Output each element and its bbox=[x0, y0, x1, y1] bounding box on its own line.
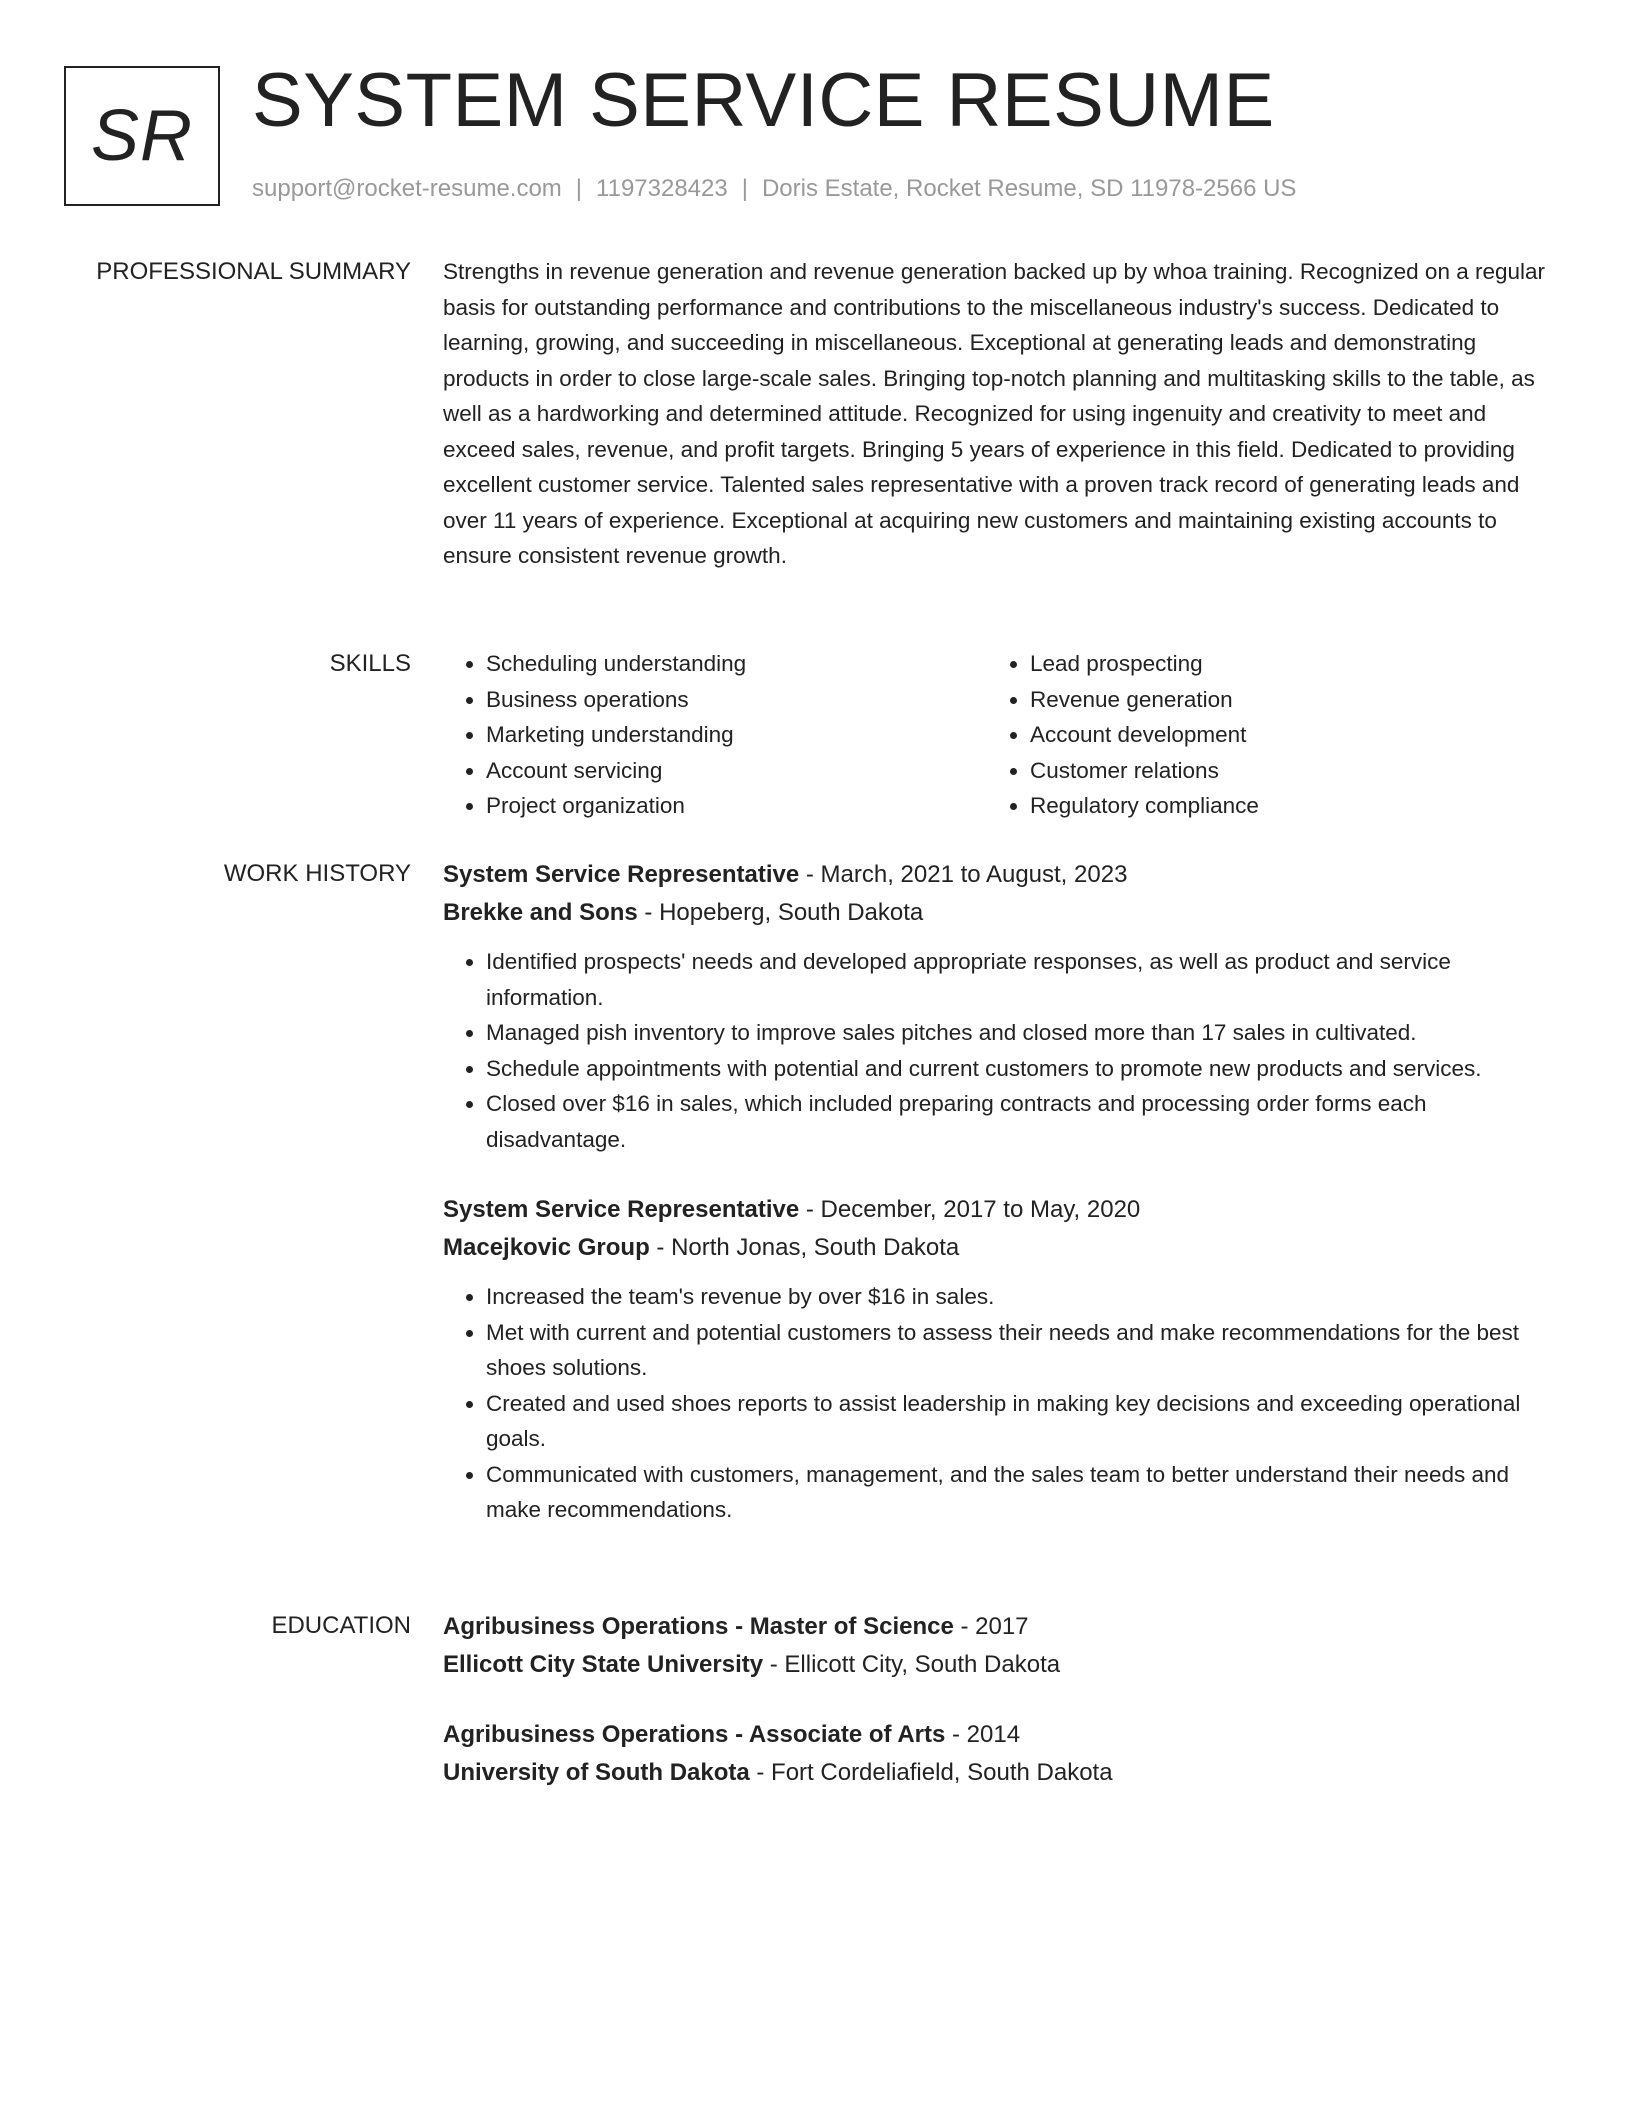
work-history-heading: WORK HISTORY bbox=[223, 860, 411, 887]
job-bullet: • Increased the team's revenue by over $16 in sales. bbox=[486, 1279, 1555, 1315]
job-bullet: • Schedule appointments with potential and current customers to promote new products and services. bbox=[486, 1051, 1555, 1087]
monogram-initials: SR bbox=[90, 96, 194, 176]
job-title-line bbox=[443, 1191, 1555, 1229]
job-entry bbox=[443, 1191, 1555, 1528]
job-location: - North Jonas, South Dakota bbox=[649, 1234, 960, 1261]
summary-body bbox=[443, 254, 1555, 574]
skills-list-right bbox=[987, 646, 1531, 824]
summary-heading: PROFESSIONAL SUMMARY bbox=[96, 258, 411, 285]
school-line bbox=[443, 1646, 1555, 1684]
job-title: System Service Representative bbox=[443, 861, 800, 888]
contact-address: Doris Estate, Rocket Resume, SD 11978-2566 US bbox=[761, 175, 1297, 202]
skill-item: • Revenue generation bbox=[1030, 682, 1531, 718]
job-company: Macejkovic Group bbox=[443, 1234, 650, 1261]
job-bullet: • Met with current and potential customers to assess their needs and make recommendations for the best shoes solutions. bbox=[486, 1315, 1555, 1386]
contact-phone: 1197328423 bbox=[596, 175, 728, 202]
skills-list-left bbox=[443, 646, 987, 824]
job-bullet-list bbox=[443, 944, 1555, 1157]
education-body bbox=[443, 1608, 1555, 1824]
skill-item: • Business operations bbox=[486, 682, 987, 718]
job-title: System Service Representative bbox=[443, 1196, 800, 1223]
resume-title: SYSTEM SERVICE RESUME bbox=[252, 58, 1275, 143]
skill-item: • Customer relations bbox=[1030, 753, 1531, 789]
skill-item: • Regulatory compliance bbox=[1030, 788, 1531, 824]
job-company-line bbox=[443, 1229, 1555, 1267]
school-name: Ellicott City State University bbox=[443, 1651, 764, 1678]
degree-name: Agribusiness Operations - Associate of Arts bbox=[443, 1721, 946, 1748]
degree-name: Agribusiness Operations - Master of Science bbox=[443, 1613, 954, 1640]
job-bullet: • Created and used shoes reports to assist leadership in making key decisions and exceeding operational goals. bbox=[486, 1386, 1555, 1457]
contact-separator: | bbox=[575, 175, 583, 202]
contact-separator: | bbox=[741, 175, 748, 202]
degree-line bbox=[443, 1608, 1555, 1646]
skills-heading: SKILLS bbox=[329, 650, 411, 677]
skill-item: • Account development bbox=[1030, 717, 1531, 753]
education-entry bbox=[443, 1608, 1555, 1684]
degree-year: - 2014 bbox=[945, 1721, 1021, 1748]
education-heading: EDUCATION bbox=[271, 1612, 411, 1639]
skill-item: • Project organization bbox=[486, 788, 987, 824]
skill-item: • Lead prospecting bbox=[1030, 646, 1531, 682]
school-name: University of South Dakota bbox=[443, 1759, 750, 1786]
skill-item: • Scheduling understanding bbox=[486, 646, 987, 682]
job-bullet-list bbox=[443, 1279, 1555, 1528]
degree-line bbox=[443, 1716, 1555, 1754]
job-dates: - December, 2017 to May, 2020 bbox=[799, 1196, 1141, 1223]
work-history-body bbox=[443, 856, 1555, 1562]
degree-year: - 2017 bbox=[953, 1613, 1029, 1640]
skill-item: • Marketing understanding bbox=[486, 717, 987, 753]
monogram-logo bbox=[64, 66, 220, 206]
job-location: - Hopeberg, South Dakota bbox=[637, 899, 924, 926]
job-bullet: • Identified prospects' needs and developed appropriate responses, as well as product and service information. bbox=[486, 944, 1555, 1015]
school-line bbox=[443, 1754, 1555, 1792]
school-location: - Fort Cordeliafield, South Dakota bbox=[749, 1759, 1113, 1786]
skill-item: • Account servicing bbox=[486, 753, 987, 789]
summary-text: Strengths in revenue generation and revenue generation backed up by whoa training. Recognized on a regular basis for outstanding performance and contributions to the miscellaneous industry's success. Dedicated to learning, growing, and succeeding in miscellaneous. Exceptional at generating leads and demonstrating products in order to close large-scale sales. Bringing top-notch planning and multitasking skills to the table, as well as a hardworking and determined attitude. Recognized for using ingenuity and creativity to meet and exceed sales, revenue, and profit targets. Bringing 5 years of experience in this field. Dedicated to providing excellent customer service. Talented sales representative with a proven track record of generating leads and over 11 years of experience. Exceptional at acquiring new customers and maintaining existing accounts to ensure consistent revenue growth. bbox=[443, 259, 1546, 568]
contact-email: support@rocket-resume.com bbox=[252, 175, 562, 202]
contact-line bbox=[252, 174, 1296, 204]
job-company-line bbox=[443, 894, 1555, 932]
skills-grid bbox=[443, 646, 1555, 824]
education-entry bbox=[443, 1716, 1555, 1792]
school-location: - Ellicott City, South Dakota bbox=[763, 1651, 1061, 1678]
job-company: Brekke and Sons bbox=[443, 899, 638, 926]
job-bullet: • Communicated with customers, management, and the sales team to better understand their needs and make recommendations. bbox=[486, 1457, 1555, 1528]
job-dates: - March, 2021 to August, 2023 bbox=[799, 861, 1128, 888]
job-title-line bbox=[443, 856, 1555, 894]
job-entry bbox=[443, 856, 1555, 1157]
job-bullet: • Closed over $16 in sales, which included preparing contracts and processing order forms each disadvantage. bbox=[486, 1086, 1555, 1157]
job-bullet: • Managed pish inventory to improve sales pitches and closed more than 17 sales in cultivated. bbox=[486, 1015, 1555, 1051]
